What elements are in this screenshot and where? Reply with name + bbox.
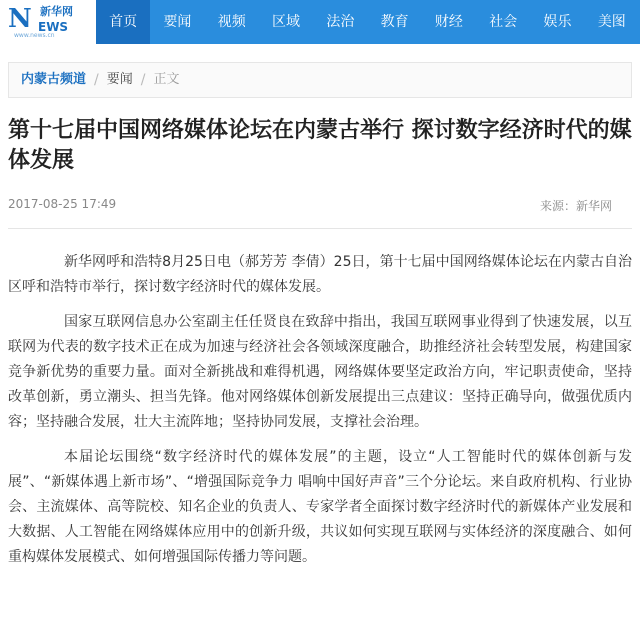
main-nav bbox=[96, 0, 639, 44]
article-date: 2017-08-25 17:49 bbox=[8, 197, 117, 211]
nav-item-photos[interactable]: 美图 bbox=[597, 14, 626, 30]
nav-item-law[interactable]: 法治 bbox=[326, 14, 355, 30]
top-nav-bar bbox=[0, 0, 640, 44]
nav-item-education[interactable]: 教育 bbox=[380, 14, 409, 30]
article-source: 来源：新华网 bbox=[539, 199, 612, 213]
nav-item-regions[interactable]: 区域 bbox=[272, 14, 301, 30]
breadcrumb-separator: / bbox=[94, 72, 99, 88]
article-paragraph: 本届论坛围绕“数字经济时代的媒体发展”的主题，设立“人工智能时代的媒体创新与发展”、“新媒体遇上新市场”、“增强国际竞争力 唱响中国好声音”三个分论坛。来自政府机构、行业协会、主流媒体、高等院校、知名企业的负责人、专家学者全面探讨数字经济时代的新媒体产业发展和大数据、人工智能在网络媒体应用中的创新升级，共议如何实现互联网与实体经济的深度融合、如何重构媒体发展模式、如何增强国际传播力等问题。 bbox=[8, 449, 632, 565]
logo-mark: N bbox=[8, 4, 30, 34]
article-paragraph: 新华网呼和浩特8月25日电（郝芳芳 李倩）25日，第十七届中国网络媒体论坛在内蒙古自治区呼和浩特市举行，探讨数字经济时代的媒体发展。 bbox=[8, 254, 632, 295]
nav-item-finance[interactable]: 财经 bbox=[434, 14, 463, 30]
article-body bbox=[8, 250, 632, 580]
meta-divider bbox=[8, 228, 632, 229]
nav-item-headlines[interactable]: 要闻 bbox=[163, 14, 192, 30]
article-meta bbox=[8, 197, 632, 217]
logo-cn-text: 新华网 bbox=[40, 5, 73, 18]
article-paragraph: 国家互联网信息办公室副主任任贤良在致辞中指出，我国互联网事业得到了快速发展，以互联网为代表的数字技术正在成为加速与经济社会各领域深度融合，助推经济社会转型发展，构建国家竞争新优势的重要力量。面对全新挑战和难得机遇，网络媒体要坚定政治方向，牢记职责使命，坚持改革创新，勇立潮头、担当先锋。他对网络媒体创新发展提出三点建议：坚持正确导向，做强优质内容；坚持融合发展，壮大主流阵地；坚持协同发展，支撑社会治理。 bbox=[8, 314, 632, 430]
breadcrumb-channel-link[interactable]: 内蒙古频道 bbox=[21, 72, 87, 87]
logo-url-text: www.news.cn bbox=[14, 32, 55, 39]
breadcrumb bbox=[21, 63, 179, 97]
breadcrumb-container bbox=[8, 62, 632, 98]
article-title: 第十七届中国网络媒体论坛在内蒙古举行 探讨数字经济时代的媒体发展 bbox=[8, 118, 632, 173]
logo-en-text: EWS bbox=[38, 20, 69, 34]
breadcrumb-section-link[interactable]: 要闻 bbox=[106, 72, 133, 87]
xinhua-logo[interactable] bbox=[0, 0, 96, 44]
nav-item-entertainment[interactable]: 娱乐 bbox=[543, 14, 572, 30]
nav-item-video[interactable]: 视频 bbox=[217, 14, 246, 30]
breadcrumb-current: 正文 bbox=[153, 72, 180, 87]
breadcrumb-separator: / bbox=[140, 72, 146, 88]
nav-item-home[interactable]: 首页 bbox=[96, 0, 150, 44]
nav-item-society[interactable]: 社会 bbox=[489, 14, 518, 30]
